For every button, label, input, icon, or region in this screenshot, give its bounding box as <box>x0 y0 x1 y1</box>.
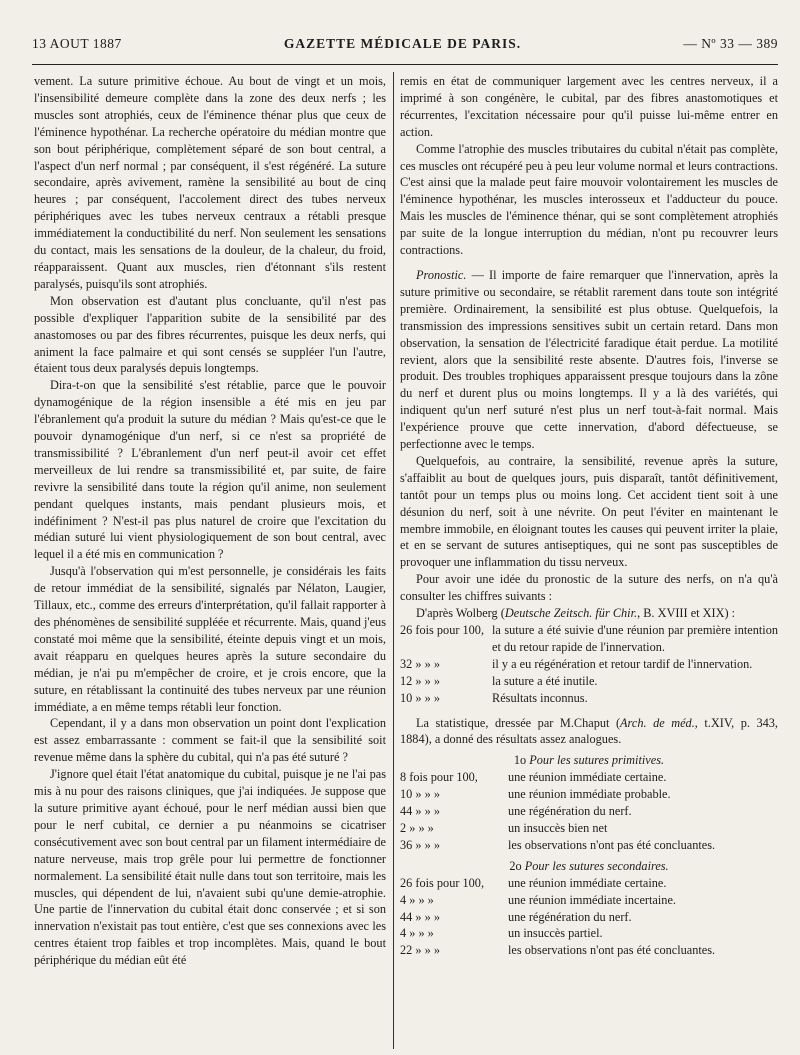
wolberg-table <box>400 622 778 707</box>
row-text: une régénération du nerf. <box>508 909 632 924</box>
left-column <box>34 73 386 969</box>
secondaire-heading <box>400 858 778 875</box>
table-row <box>400 837 778 854</box>
table-row <box>400 820 778 837</box>
row-text: une réunion immédiate incertaine. <box>508 892 676 907</box>
pronostic-label: Pronostic. <box>416 267 467 282</box>
page-number-group <box>683 36 778 52</box>
header-rule <box>32 64 778 65</box>
chaput-prefix: La statistique, dressée par M.Chaput ( <box>416 715 621 730</box>
row-text: un insuccès partiel. <box>508 926 603 941</box>
row-text: une réunion immédiate certaine. <box>508 770 667 785</box>
row-number: 2 » » » <box>400 820 434 835</box>
row-number: 32 » » » <box>400 656 440 671</box>
paragraph: Cependant, il y a dans mon observation un point dont l'explication est assez embarrassante : comment se fait-il que la sensibilité soit revenue même dans la sphère du cubital, qui n'a pas été suturé ? <box>34 716 386 765</box>
table-row <box>400 786 778 803</box>
row-text: un insuccès bien net <box>508 820 608 835</box>
paragraph: Comme l'atrophie des muscles tributaires du cubital n'était pas complète, ces muscles ont récupéré peu à peu leur volume normal et leurs contractions. C'est ainsi que la malade peut faire mouvoir volontairement les muscles de l'éminence hypothénar, les muscles interosseux et l'adducteur du pouce. Mais les muscles de l'éminence thénar, qui se sont complètement atrophiés par suite de la longue interruption du médian, n'ont pu recouvrer leurs contractions. <box>400 141 778 258</box>
paragraph: Jusqu'à l'observation qui m'est personnelle, je considérais les faits de retour immédiat de la sensibilité, signalés par Nélaton, Laugier, Tillaux, etc., comme des erreurs d'interprétation, qu'il fallait rapporter à des phénomènes de sensibilité suppléée et récurrente. Mais, quand j'eus constaté moi même que la sensibilité, éteinte depuis vingt et un mois, avait réapparu en quelques heures après la suture secondaire du médian, je n'ai pu m'empêcher de croire, et je crois encore, que la suture, en rétablissant la continuité des tubes nerveux par une réunion immédiate, a en même temps rétabli leur fonction. <box>34 564 386 714</box>
table-row <box>400 673 778 690</box>
heading-ordinal: 2o <box>509 858 522 873</box>
row-number: 22 » » » <box>400 943 440 958</box>
table-row <box>400 803 778 820</box>
row-number: 10 » » » <box>400 787 440 802</box>
paragraph: remis en état de communiquer largement avec les centres nerveux, il a imprimé à son congénère, le cubital, par des fibres anastomotiques et récurrentes, l'excitation nécessaire pour qu'il puisse lui-même entrer en action. <box>400 74 778 139</box>
row-number: 26 fois pour 100, <box>400 623 485 637</box>
table-row <box>400 909 778 926</box>
table-row <box>400 622 778 656</box>
row-number: 8 fois pour 100, <box>400 770 478 785</box>
primitive-heading <box>400 752 778 769</box>
heading-text: Pour les sutures primitives. <box>526 753 665 768</box>
wolberg-intro <box>400 605 778 622</box>
issue-date: 13 AOUT 1887 <box>32 36 122 51</box>
right-column <box>400 73 778 959</box>
table-row <box>400 690 778 707</box>
wolberg-suffix: , B. XVIII et XIX) : <box>637 606 736 621</box>
pronostic-paragraph <box>400 267 778 453</box>
column-divider <box>393 72 394 1049</box>
row-text: une réunion immédiate probable. <box>508 787 671 802</box>
pronostic-text: — Il importe de faire remarquer que l'innervation, après la suture primitive ou secondaire, se rétablit rarement dans toute son intégrité première. Ordinairement, la sensibilité est plus obtuse. Quelquefois, la transmission des impressions sensitives subit un certain retard. Dans mon observation, la sensation de l'électricité faradique était perdue. La motilité revient, alors que la sensibilité reste absente. D'autres fois, l'inverse se produit. Des troubles trophiques apparaissent presque toujours dans la zône du nerf et durent plus ou moins longtemps. Il y a là des variétés, qui indiquent qu'un nerf suturé n'est plus un nerf tout-à-fait normal. Mais l'expérience prouve que cette innervation, d'abord défectueuse, se perfectionne avec le temps. <box>400 267 778 452</box>
row-number: 4 » » » <box>400 926 434 941</box>
row-number: 44 » » » <box>400 804 440 819</box>
heading-ordinal: 1o <box>513 753 527 768</box>
chaput-intro <box>400 715 778 749</box>
issue-number: — Nº 33 — <box>683 36 753 51</box>
table-row <box>400 769 778 786</box>
primitive-table <box>400 769 778 854</box>
paragraph: Mon observation est d'autant plus concluante, qu'il n'est pas possible d'expliquer l'apparition subite de la sensibilité par des anastomoses ou par des fibres récurrentes, puisque les deux nerfs, qui animent la face palmaire et qui sont censés se suppléer l'un l'autre, étaient tous deux paralysés depuis longtemps. <box>34 293 386 376</box>
chaput-suffix: , t.XIV, p. 343, 1884), a donné des résultats assez analogues. <box>400 715 779 747</box>
chaput-source: Arch. de méd. <box>620 715 695 730</box>
paragraph: vement. La suture primitive échoue. Au bout de vingt et un mois, l'insensibilité demeure complète dans la zone des deux nerfs ; les muscles sont atrophiés, ceux de l'éminence thénar plus que ceux de l'éminence hypothénar. La recherche opératoire du médian montre que son bout périphérique, complètement séparé de son bout central, a l'aspect d'un nerf normal ; par conséquent, il s'est régénéré. La suture secondaire, après avivement, ramène la sensibilité au bout de cinq heures ; par conséquent, l'accolement direct des tubes nerveux périphériques avec les tubes nerveux centraux a rétabli presque immédiatement la conductibilité du nerf. Non seulement les sensations du contact, mais les sensations de la douleur, de la chaleur, du froid, réapparaissent. Quant aux muscles, rien d'étonnant s'ils restent paralysés, puisqu'ils sont atrophiés. <box>34 74 386 291</box>
row-number: 4 » » » <box>400 892 434 907</box>
page-header <box>32 36 778 60</box>
row-number: 44 » » » <box>400 909 440 924</box>
paragraph: Quelquefois, au contraire, la sensibilité, revenue après la suture, s'affaiblit au bout de quelques jours, puis disparaît, tantôt définitivement, tantôt pour un temps plus ou moins long. Cet accident tient soit à une désunion du nerf, soit à une névrite. On peut l'éviter en maintenant le membre immobile, en éloignant toutes les causes qui peuvent irriter la plaie, et en se servant de sutures antiseptiques, qui ne sont pas susceptibles de provoquer une inflammation du tissu nerveux. <box>400 453 778 570</box>
row-number: 26 fois pour 100, <box>400 875 485 890</box>
row-number: 10 » » » <box>400 690 440 705</box>
table-row <box>400 892 778 909</box>
wolberg-prefix: D'après Wolberg ( <box>416 606 505 621</box>
row-text: la suture a été suivie d'une réunion par première intention et du retour rapide de l'innervation. <box>492 623 778 654</box>
journal-title: GAZETTE MÉDICALE DE PARIS. <box>283 36 522 51</box>
row-number: 12 » » » <box>400 673 440 688</box>
paragraph: Pour avoir une idée du pronostic de la suture des nerfs, on n'a qu'à consulter les chiffres suivants : <box>400 572 778 604</box>
row-text: une réunion immédiate certaine. <box>508 875 667 890</box>
page-number: 389 <box>756 36 778 51</box>
row-text: les observations n'ont pas été concluantes. <box>508 837 716 852</box>
table-row <box>400 925 778 942</box>
row-text: les observations n'ont pas été concluantes. <box>508 943 716 958</box>
paragraph: Dira-t-on que la sensibilité s'est rétablie, parce que le pouvoir dynamogénique de la région insensible a été mis en jeu par l'ébranlement qu'a produit la suture du médian ? Mais qu'est-ce que le pouvoir dynamogénique d'un nerf, si ce n'est sa propriété de transmissibilité ? L'ébranlement d'un nerf peut-il avoir cet effet merveilleux de lui rendre sa transmissibilité et, par suite, de faire revivre la sensibilité dans toute la région qu'il anime, non seulement pendant quelques instants, mais pendant plusieurs mois, et indéfiniment ? N'est-il pas plus naturel de croire que l'excitation du médian suturé lui vient physiologiquement de son bout central, avec lequel il a été mis en communication ? <box>34 378 386 562</box>
secondaire-table <box>400 875 778 960</box>
row-text: la suture a été inutile. <box>492 673 598 688</box>
paragraph: J'ignore quel était l'état anatomique du cubital, puisque je ne l'ai pas mis à nu pour des raisons cliniques, que j'ai indiquées. Je suppose que la suture primitive ayant échoué, pour le nerf médian aussi bien que pour le nerf cubital, ce dernier a pu néanmoins se cicatriser consécutivement avec son bout central par un filament intermédiaire de nature nerveuse, mais trop grêle pour lui permettre de fonctionner normalement. La sensibilité était nulle dans tout son territoire, mais les muscles, qui dépendent de lui, n'avaient subi qu'une demie-atrophie. Une partie de l'innervation du cubital était donc conservée ; et si son innervation n'existait pas tout entière, c'est que ses connexions avec les centres étaient trop faibles et trop incomplètes. Mais, quand le bout périphérique du médian eût été <box>34 767 386 968</box>
heading-text: Pour les sutures secondaires. <box>521 858 669 873</box>
row-text: il y a eu régénération et retour tardif de l'innervation. <box>492 656 753 671</box>
wolberg-source: Deutsche Zeitsch. für Chir. <box>504 606 638 621</box>
row-text: Résultats inconnus. <box>492 690 588 705</box>
row-number: 36 » » » <box>400 837 440 852</box>
row-text: une régénération du nerf. <box>508 804 632 819</box>
table-row <box>400 656 778 673</box>
table-row <box>400 942 778 959</box>
table-row <box>400 875 778 892</box>
